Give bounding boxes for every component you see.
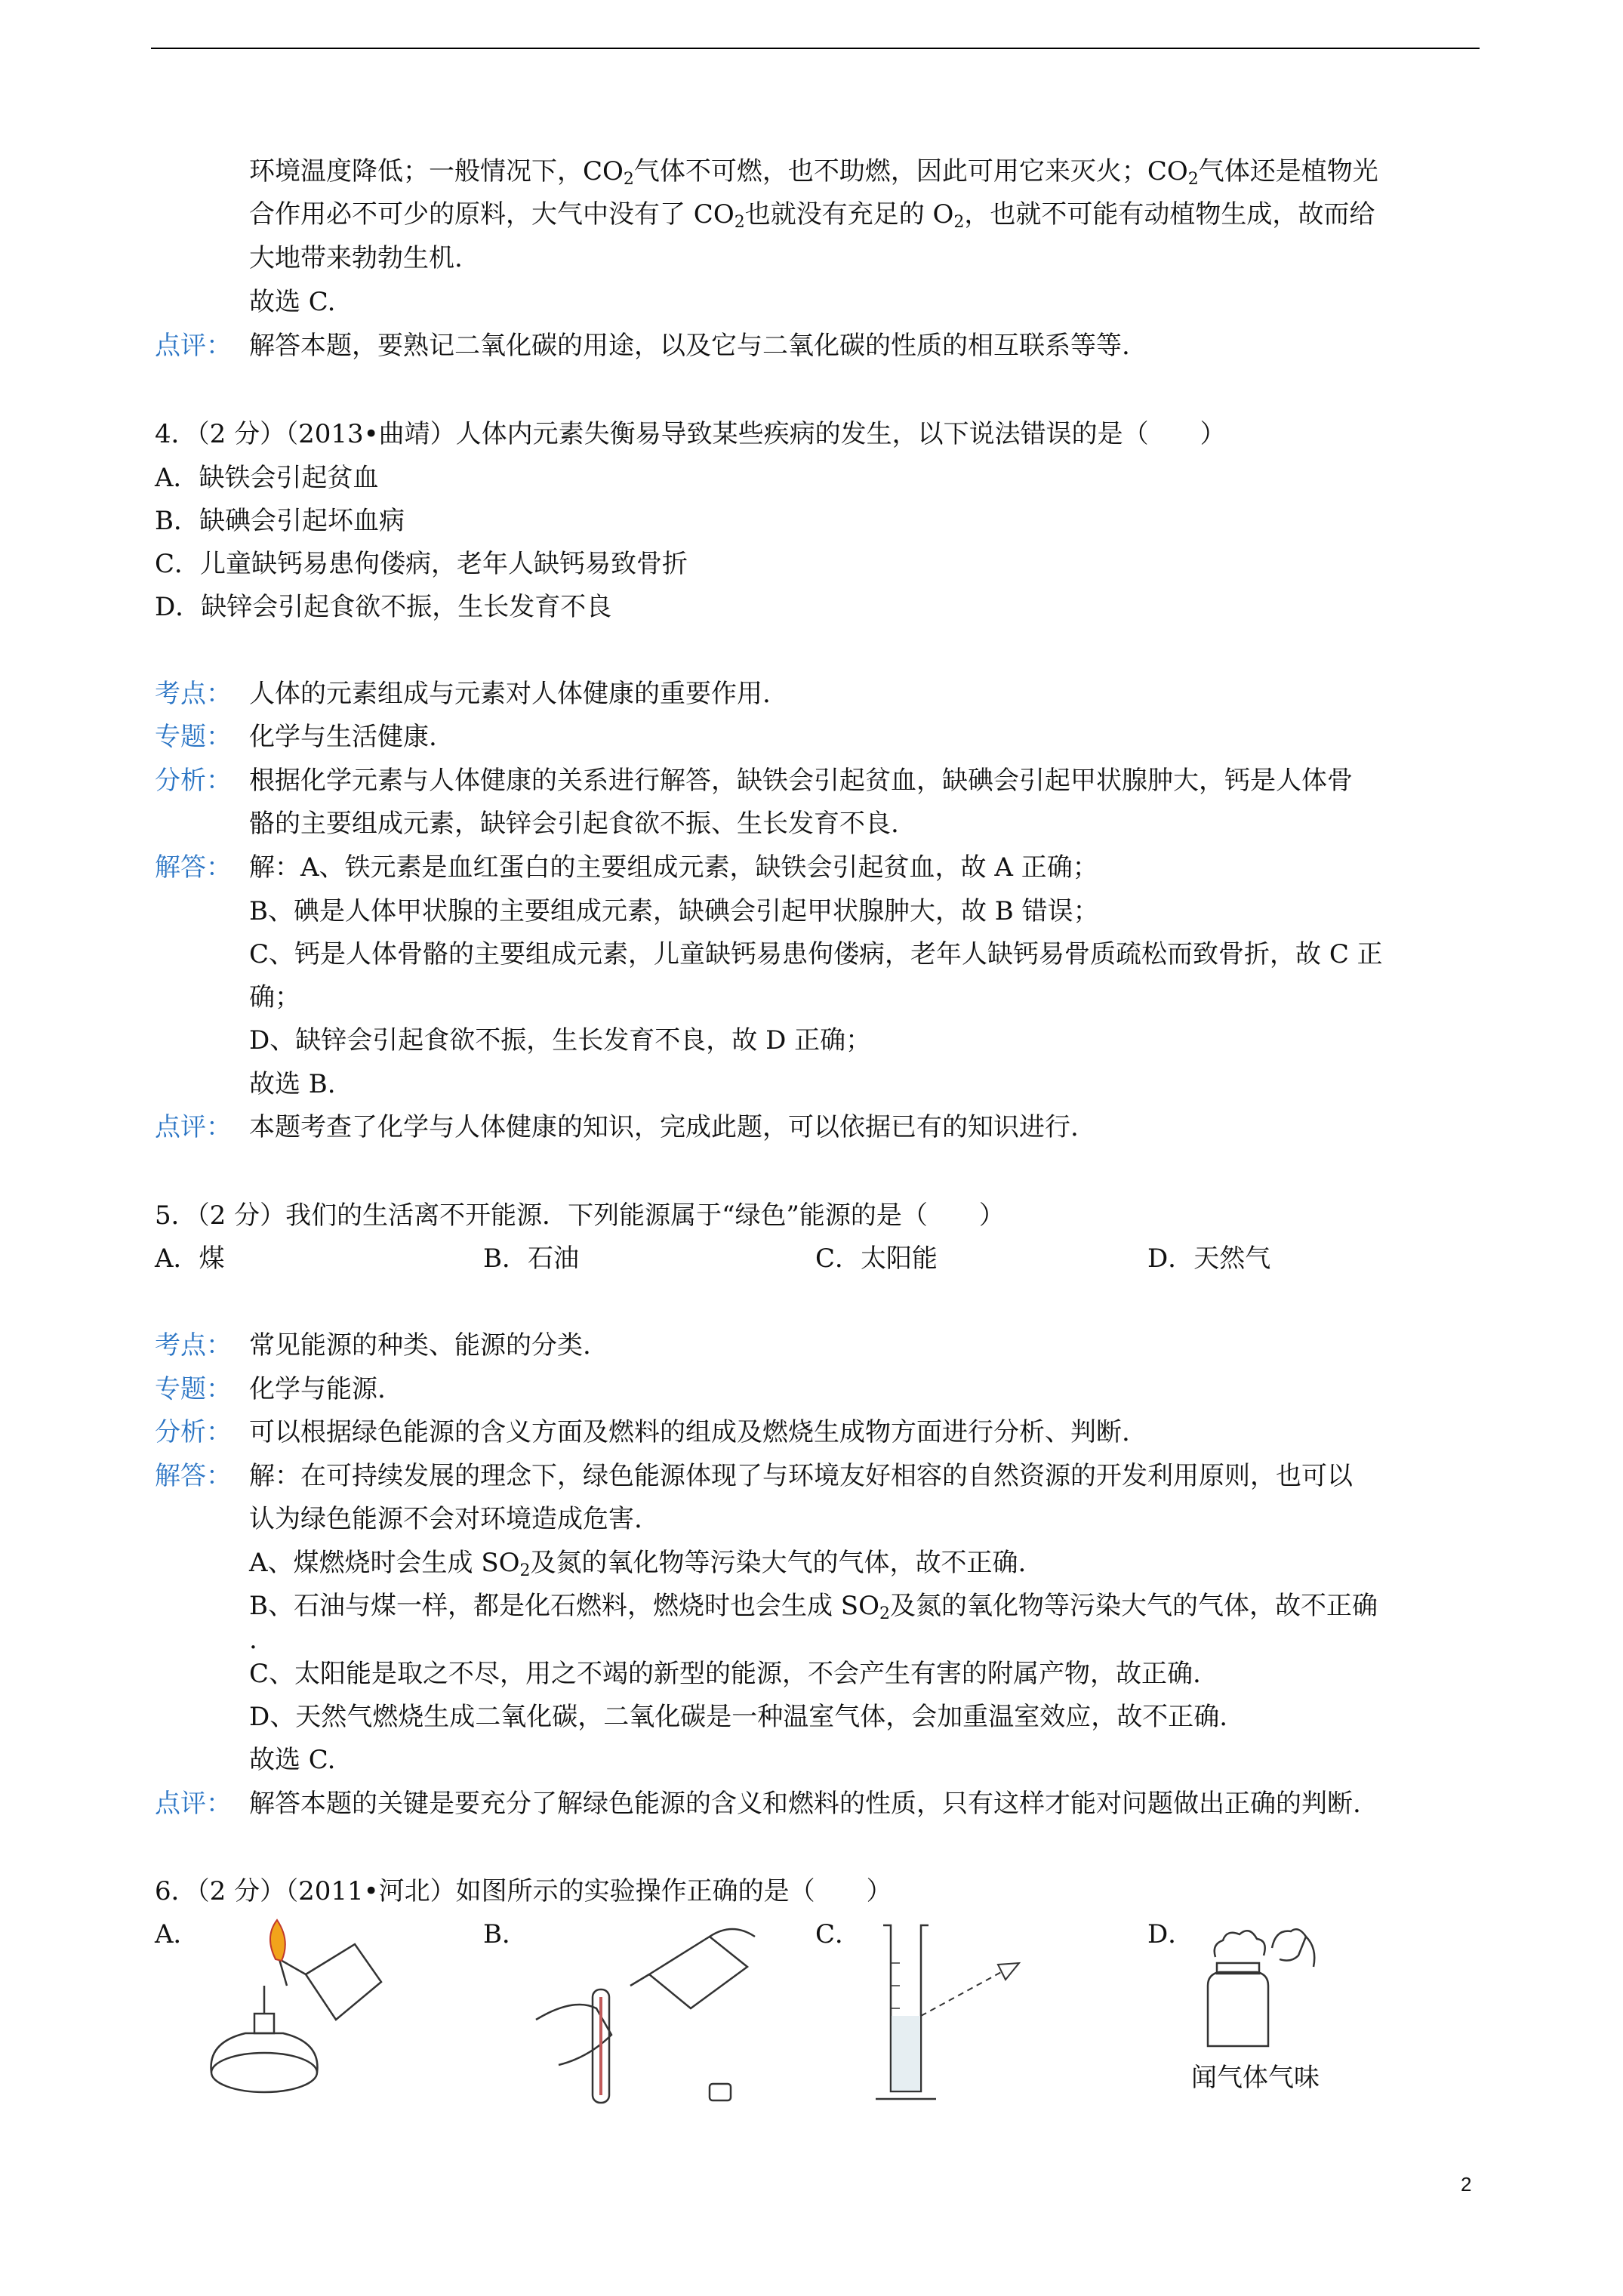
q3-line3: 大地带来勃勃生机.	[249, 243, 463, 273]
figure-d-caption: 闻气体气味	[1191, 2063, 1320, 2093]
q4-answer: 故选 B.	[249, 1069, 336, 1099]
q4-jieda-1: 解：A、铁元素是血红蛋白的主要组成元素，缺铁会引起贫血，故 A 正确；	[249, 852, 1098, 883]
figure-c-graduated-cylinder-icon	[868, 1918, 1049, 2106]
q3-line2: 合作用必不可少的原料，大气中没有了 $CO_2$也就没有充足的 $O_2$，也就不可能有动植物生成，故而给	[249, 199, 1375, 232]
q5-jieda-4b: .	[249, 1625, 257, 1655]
q4-zhuanti: 化学与生活健康.	[249, 722, 437, 752]
q4-option-b: B．缺碘会引起坏血病	[155, 506, 405, 536]
q5-jieda-5: C、太阳能是取之不尽，用之不竭的新型的能源，不会产生有害的附属产物，故正确.	[249, 1659, 1201, 1689]
q5-jieda-1: 解：在可持续发展的理念下，绿色能源体现了与环境友好相容的自然资源的开发利用原则，也可以	[249, 1461, 1353, 1491]
q5-answer: 故选 C.	[249, 1745, 336, 1775]
q6-label-a: A．	[155, 1919, 199, 1949]
q4-dianping-label: 点评：	[155, 1112, 232, 1142]
q4-kaodian: 人体的元素组成与元素对人体健康的重要作用.	[249, 679, 771, 709]
figure-d-smelling-gas-icon	[1185, 1918, 1336, 2054]
q5-fenxi: 可以根据绿色能源的含义方面及燃料的组成及燃烧生成物方面进行分析、判断.	[249, 1417, 1130, 1447]
figure-b-pouring-liquid-icon	[528, 1914, 770, 2110]
q4-kaodian-label: 考点：	[155, 679, 232, 709]
q4-jieda-label: 解答：	[155, 852, 232, 883]
q6-label-b: B．	[483, 1919, 528, 1949]
q4-option-d: D．缺锌会引起食欲不振，生长发育不良	[155, 592, 612, 622]
figure-a-alcohol-lamp-icon	[192, 1914, 389, 2103]
q5-jieda-3: A、煤燃烧时会生成 $SO_2$及氮的氧化物等污染大气的气体，故不正确.	[249, 1548, 1027, 1580]
q5-kaodian-label: 考点：	[155, 1330, 232, 1361]
q4-option-c: C．儿童缺钙易患佝偻病，老年人缺钙易致骨折	[155, 549, 688, 579]
q5-jieda-label: 解答：	[155, 1461, 232, 1491]
q5-dianping-label: 点评：	[155, 1789, 232, 1819]
q6-stem: 6．（2 分）（2011•河北）如图所示的实验操作正确的是（ ）	[155, 1876, 892, 1906]
q3-answer: 故选 C.	[249, 287, 336, 317]
q5-kaodian: 常见能源的种类、能源的分类.	[249, 1330, 591, 1361]
q4-jieda-5: D、缺锌会引起食欲不振，生长发育不良，故 D 正确；	[249, 1025, 872, 1056]
q5-stem: 5．（2 分）我们的生活离不开能源．下列能源属于“绿色”能源的是（ ）	[155, 1200, 1005, 1231]
q4-jieda-3: C、钙是人体骨骼的主要组成元素，儿童缺钙易患佝偻病，老年人缺钙易骨质疏松而致骨折，故 C 正	[249, 939, 1383, 969]
q5-option-b: B．石油	[483, 1244, 579, 1274]
q6-label-d: D．	[1147, 1919, 1194, 1949]
q4-jieda-2: B、碘是人体甲状腺的主要组成元素，缺碘会引起甲状腺肿大，故 B 错误；	[249, 896, 1099, 926]
q4-dianping: 本题考查了化学与人体健康的知识，完成此题，可以依据已有的知识进行.	[249, 1112, 1079, 1142]
q5-option-d: D．天然气	[1147, 1244, 1271, 1274]
q4-jieda-4: 确；	[249, 982, 300, 1012]
q5-jieda-2: 认为绿色能源不会对环境造成危害.	[249, 1504, 642, 1534]
q4-fenxi-1: 根据化学元素与人体健康的关系进行解答，缺铁会引起贫血，缺碘会引起甲状腺肿大，钙是人体骨	[249, 766, 1353, 796]
q4-option-a: A．缺铁会引起贫血	[155, 463, 379, 493]
q4-fenxi-label: 分析：	[155, 766, 232, 796]
q5-fenxi-label: 分析：	[155, 1417, 232, 1447]
q5-zhuanti-label: 专题：	[155, 1374, 232, 1404]
q5-option-c: C．太阳能	[815, 1244, 938, 1274]
q4-stem: 4．（2 分）（2013•曲靖）人体内元素失衡易导致某些疾病的发生，以下说法错误的是（ ）	[155, 419, 1226, 449]
q4-zhuanti-label: 专题：	[155, 722, 232, 752]
q5-zhuanti: 化学与能源.	[249, 1374, 386, 1404]
q6-label-c: C．	[815, 1919, 861, 1949]
q3-comment: 解答本题，要熟记二氧化碳的用途，以及它与二氧化碳的性质的相互联系等等.	[249, 331, 1130, 361]
q5-dianping: 解答本题的关键是要充分了解绿色能源的含义和燃料的性质，只有这样才能对问题做出正确的判断.	[249, 1789, 1361, 1819]
header-rule	[151, 48, 1480, 49]
q3-line1: 环境温度降低；一般情况下，$CO_2$气体不可燃，也不助燃，因此可用它来灭火；$CO_2$气体还是植物光	[249, 156, 1378, 189]
page-number: 2	[1461, 2173, 1472, 2196]
q5-jieda-6: D、天然气燃烧生成二氧化碳，二氧化碳是一种温室气体，会加重温室效应，故不正确.	[249, 1702, 1228, 1732]
q4-fenxi-2: 骼的主要组成元素，缺锌会引起食欲不振、生长发育不良.	[249, 809, 899, 839]
q3-comment-label: 点评：	[155, 331, 232, 361]
q5-jieda-4: B、石油与煤一样，都是化石燃料，燃烧时也会生成 $SO_2$及氮的氧化物等污染大气的气体，故不正确	[249, 1591, 1378, 1623]
q5-option-a: A．煤	[155, 1244, 225, 1274]
